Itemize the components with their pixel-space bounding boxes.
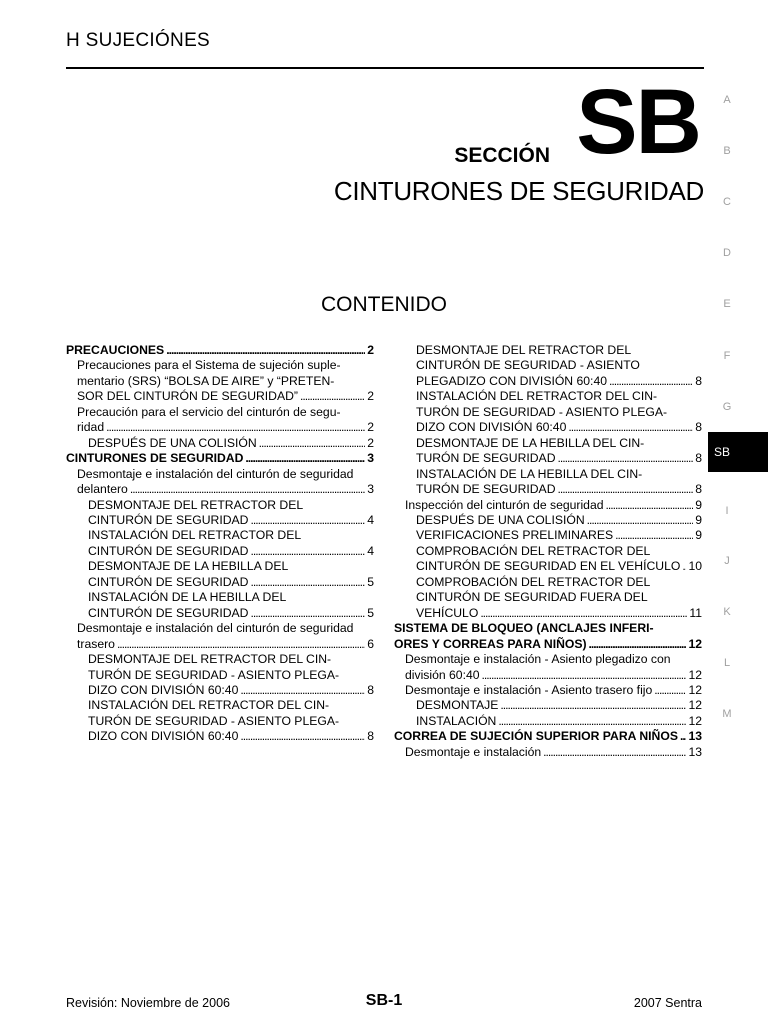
toc-leader-dots [480,606,687,621]
section-tab-letter[interactable]: I [725,505,729,517]
toc-entry[interactable] [394,637,702,652]
toc-entry[interactable] [394,606,702,621]
toc-page-number: 8 [695,373,702,388]
toc-entry-text: INSTALACIÓN DEL RETRACTOR DEL [88,528,302,543]
toc-entry-text: mentario (SRS) “BOLSA DE AIRE” y “PRETEN- [77,373,335,388]
toc-leader-dots [300,389,365,404]
toc-entry[interactable] [66,714,374,729]
toc-entry-text: COMPROBACIÓN DEL RETRACTOR DEL [416,543,651,558]
toc-leader-dots [654,683,686,698]
toc-leader-dots [240,729,365,744]
toc-entry-text: DIZO CON DIVISIÓN 60:40 [88,682,239,697]
toc-page-number: 2 [367,420,374,435]
toc-page-number: 9 [695,497,702,512]
toc-leader-dots [250,544,365,559]
toc-entry-text: CINTURÓN DE SEGURIDAD [88,543,249,558]
toc-entry-text: división 60:40 [405,667,480,682]
toc-entry[interactable] [66,482,374,497]
toc-entry-text: CINTURONES DE SEGURIDAD [66,451,244,466]
toc-entry[interactable] [66,606,374,621]
toc-entry-text: INSTALACIÓN DE LA HEBILLA DEL CIN- [416,466,643,481]
toc-entry[interactable] [394,513,702,528]
toc-leader-dots [615,528,693,543]
toc-entry[interactable] [66,420,374,435]
toc-entry-text: DIZO CON DIVISIÓN 60:40 [416,420,567,435]
toc-entry-text: ORES Y CORREAS PARA NIÑOS) [394,636,587,651]
toc-entry[interactable] [66,528,374,543]
footer-revision: Revisión: Noviembre de 2006 [66,996,230,1010]
section-tab-letter[interactable]: E [723,298,731,310]
section-group-header: H SUJECIÓNES [66,30,211,51]
toc-leader-dots [498,714,686,729]
toc-leader-dots [259,436,366,451]
toc-entry-text: CINTURÓN DE SEGURIDAD EN EL VEHÍCULO [416,559,681,574]
toc-entry[interactable] [394,729,702,744]
toc-page-number: 5 [367,574,374,589]
toc-entry-text: VERIFICACIONES PRELIMINARES [416,528,614,543]
section-tab-letter[interactable]: G [722,401,732,413]
toc-entry-text: delantero [77,482,128,497]
toc-leader-dots [130,482,365,497]
toc-page-number: 4 [367,512,374,527]
section-tab-letter[interactable]: A [723,94,731,106]
toc-column-right [394,343,702,760]
toc-entry[interactable] [66,405,374,420]
toc-entry[interactable] [394,358,702,373]
toc-entry-text: DESMONTAJE DEL RETRACTOR DEL [88,497,304,512]
toc-page-number: 5 [367,605,374,620]
toc-entry[interactable] [66,652,374,667]
toc-leader-dots [482,668,687,683]
toc-leader-dots [589,637,687,652]
toc-entry-text: Precaución para el servicio del cinturón de segu- [77,404,341,419]
toc-entry-text: INSTALACIÓN DE LA HEBILLA DEL [88,590,287,605]
toc-page-number: 8 [695,451,702,466]
toc-entry-text: CORREA DE SUJECIÓN SUPERIOR PARA NIÑOS [394,729,678,744]
section-tab-letter[interactable]: D [723,247,731,259]
toc-entry[interactable] [66,590,374,605]
toc-leader-dots [680,729,686,744]
section-tab-letter[interactable]: F [723,350,731,362]
toc-entry-text: Desmontaje e instalación - Asiento trasero fijo [405,682,653,697]
toc-entry-text: DESPUÉS DE UNA COLISIÓN [416,512,585,527]
toc-page-number: 12 [688,698,702,713]
toc-page-number: 3 [367,451,374,466]
section-tab-letter[interactable]: C [723,196,731,208]
toc-page-number: 13 [688,744,702,759]
toc-entry-text: SISTEMA DE BLOQUEO (ANCLAJES INFERI- [394,621,654,636]
toc-entry[interactable] [66,358,374,373]
toc-entry-text: TURÓN DE SEGURIDAD - ASIENTO PLEGA- [88,713,340,728]
toc-leader-dots [117,637,365,652]
toc-page-number: 2 [367,389,374,404]
toc-entry[interactable] [66,683,374,698]
toc-entry-text: DIZO CON DIVISIÓN 60:40 [88,729,239,744]
section-tab-letter[interactable]: K [723,606,731,618]
toc-leader-dots [245,451,365,466]
toc-leader-dots [609,374,693,389]
toc-leader-dots [106,420,365,435]
section-tab-letter[interactable]: L [723,657,731,669]
toc-leader-dots [543,745,686,760]
toc-entry[interactable] [66,698,374,713]
toc-entry[interactable] [394,482,702,497]
toc-page-number: 11 [689,605,702,620]
toc-entry[interactable] [394,528,702,543]
toc-page-number: 9 [695,512,702,527]
toc-entry[interactable] [394,590,702,605]
toc-entry[interactable] [394,498,702,513]
toc-entry[interactable] [66,513,374,528]
section-code: SB [576,71,700,173]
toc-entry[interactable] [394,420,702,435]
toc-entry-text: DESMONTAJE [416,698,499,713]
toc-page-number: 3 [367,482,374,497]
toc-page-number: 2 [367,435,374,450]
section-title: CINTURONES DE SEGURIDAD [333,176,704,206]
toc-entry-text: PLEGADIZO CON DIVISIÓN 60:40 [416,373,607,388]
toc-page-number: 13 [688,729,702,744]
toc-entry[interactable] [66,343,374,358]
toc-page-number: 8 [367,729,374,744]
toc-column-left [66,343,374,745]
toc-leader-dots [166,343,365,358]
toc-entry[interactable] [394,652,702,667]
toc-entry-text: CINTURÓN DE SEGURIDAD [88,605,249,620]
toc-page-number: 12 [688,636,702,651]
toc-entry-text: trasero [77,636,115,651]
toc-entry[interactable] [394,683,702,698]
footer-page-number: SB-1 [365,992,403,1009]
toc-entry-text: DESMONTAJE DEL RETRACTOR DEL [416,343,632,357]
toc-entry[interactable] [66,729,374,744]
toc-entry[interactable] [394,668,702,683]
toc-entry-text: DESMONTAJE DE LA HEBILLA DEL [88,559,289,574]
toc-entry[interactable] [66,559,374,574]
toc-entry[interactable] [66,374,374,389]
toc-page-number: 6 [367,636,374,651]
toc-entry-text: CINTURÓN DE SEGURIDAD [88,574,249,589]
toc-leader-dots [250,513,365,528]
toc-leader-dots [682,559,686,574]
toc-page-number: 8 [367,682,374,697]
toc-entry-text: Desmontaje e instalación - Asiento plegadizo con [405,652,671,667]
toc-entry-text: INSTALACIÓN DEL RETRACTOR DEL CIN- [88,698,330,713]
toc-entry-text: DESMONTAJE DE LA HEBILLA DEL CIN- [416,435,645,450]
toc-page-number: 12 [688,713,702,728]
toc-entry-text: COMPROBACIÓN DEL RETRACTOR DEL [416,574,651,589]
toc-entry-text: TURÓN DE SEGURIDAD [416,451,556,466]
section-tab-letter[interactable]: J [724,555,730,567]
toc-entry[interactable] [394,374,702,389]
toc-entry-text: CINTURÓN DE SEGURIDAD FUERA DEL [416,590,648,605]
toc-leader-dots [606,498,694,513]
toc-entry-text: DESMONTAJE DEL RETRACTOR DEL CIN- [88,652,332,667]
toc-entry[interactable] [394,451,702,466]
toc-entry[interactable] [66,621,374,636]
toc-leader-dots [587,513,694,528]
toc-entry[interactable] [66,668,374,683]
toc-entry-text: Desmontaje e instalación del cinturón de seguridad [77,466,354,481]
toc-entry[interactable] [394,389,702,404]
toc-entry-text: TURÓN DE SEGURIDAD - ASIENTO PLEGA- [88,667,340,682]
section-label: SECCIÓN [454,144,550,167]
toc-entry-text: Desmontaje e instalación [405,744,542,759]
toc-entry-text: DESPUÉS DE UNA COLISIÓN [88,435,257,450]
toc-entry-text: ridad [77,420,105,435]
toc-entry[interactable] [66,389,374,404]
toc-entry-text: INSTALACIÓN DEL RETRACTOR DEL CIN- [416,389,658,404]
toc-entry[interactable] [394,745,702,760]
toc-entry[interactable] [66,451,374,466]
footer-model: 2007 Sentra [633,996,702,1010]
toc-entry[interactable] [394,559,702,574]
toc-entry-text: INSTALACIÓN [416,713,497,728]
toc-entry-text: PRECAUCIONES [66,343,165,357]
toc-entry[interactable] [394,405,702,420]
toc-entry[interactable] [394,698,702,713]
toc-page-number: 8 [695,482,702,497]
toc-entry-text: TURÓN DE SEGURIDAD [416,482,556,497]
section-tab-letter[interactable]: M [722,708,732,720]
toc-page-number: 10 [688,559,702,574]
toc-entry[interactable] [394,343,702,358]
header-rule [66,67,704,69]
toc-entry-text: CINTURÓN DE SEGURIDAD - ASIENTO [416,358,640,373]
toc-entry[interactable] [394,544,702,559]
toc-entry-text: SOR DEL CINTURÓN DE SEGURIDAD” [77,389,298,404]
section-tab-active[interactable]: SB [708,432,768,472]
toc-page-number: 9 [695,528,702,543]
toc-entry[interactable] [394,436,702,451]
toc-entry[interactable] [394,467,702,482]
toc-entry[interactable] [66,544,374,559]
toc-entry-text: Desmontaje e instalación del cinturón de seguridad [77,621,354,636]
toc-entry[interactable] [66,467,374,482]
toc-page-number: 2 [367,343,374,357]
toc-leader-dots [558,482,694,497]
toc-leader-dots [250,606,365,621]
toc-title: CONTENIDO [321,293,447,316]
toc-page-number: 12 [688,667,702,682]
toc-leader-dots [558,451,694,466]
section-tab-letter[interactable]: B [723,145,731,157]
toc-entry[interactable] [394,575,702,590]
toc-entry[interactable] [394,621,702,636]
toc-leader-dots [500,698,686,713]
toc-entry[interactable] [66,637,374,652]
toc-entry-text: CINTURÓN DE SEGURIDAD [88,512,249,527]
toc-entry-text: VEHÍCULO [416,605,479,620]
toc-entry[interactable] [66,436,374,451]
toc-entry[interactable] [66,575,374,590]
toc-page-number: 4 [367,543,374,558]
toc-leader-dots [250,575,365,590]
toc-entry-text: Inspección del cinturón de seguridad [405,497,604,512]
toc-leader-dots [240,683,365,698]
toc-entry-text: TURÓN DE SEGURIDAD - ASIENTO PLEGA- [416,404,668,419]
toc-leader-dots [568,420,693,435]
toc-entry-text: Precauciones para el Sistema de sujeción suple- [77,358,341,373]
toc-page-number: 12 [688,682,702,697]
toc-page-number: 8 [695,420,702,435]
toc-entry[interactable] [394,714,702,729]
toc-entry[interactable] [66,498,374,513]
